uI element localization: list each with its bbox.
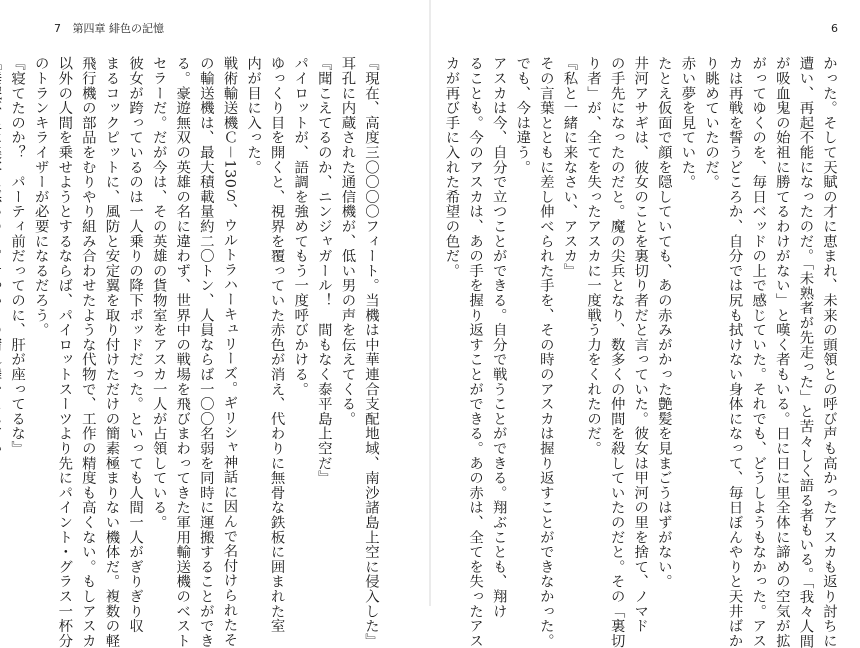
text-line: 飛行機の部品をむりやり組み合わせたような代物で、工作の精度も高くない。もしアスカ [79, 56, 96, 648]
right-page-body-text [443, 56, 840, 648]
page-number-right: 6 [831, 22, 838, 35]
right-page [430, 0, 860, 648]
text-line: 以外の人間を乗せようとするならば、パイロットスーツより先にパイント・グラス一杯分 [56, 56, 73, 648]
text-line: のトランキライザーが必要になるだろう。 [32, 56, 49, 338]
text-line: アスカは今、自分で立つことができる。自分で戦うことができる。翔ぶことも、翔け [490, 56, 507, 619]
text-line: 遭い、再起不能になったのだ。「未熟者が先走った」と苦々しく語る者もいる。「我々人間 [797, 56, 814, 648]
left-page-body-text [9, 56, 382, 648]
text-line: かった。そして天賦の才に恵まれ、未来の頭領との呼び声も高かったアスカも返り討ちに [821, 56, 837, 648]
text-line: り眺めていたのだ。 [703, 56, 720, 190]
text-line: ゆっくり目を開くと、視界を覆っていた赤色が消え、代わりに無骨な鉄板に囲まれた室 [268, 56, 285, 634]
text-line: 内が目に入った。 [245, 56, 262, 175]
text-line: の手先になったのだと。魔の尖兵となり、数多くの仲間を殺していたのだと。その「裏切 [608, 56, 625, 648]
text-line [0, 56, 5, 586]
text-line: 『聞こえてるのか、ニンジャガール！ 間もなく泰平島上空だ』 [315, 56, 332, 486]
chapter-title: 第四章 緋色の記憶 [72, 22, 164, 35]
text-line: まるコックピットに、風防と安定翼を取り付けただけの簡素極まりない機体だ。複数の軽 [103, 56, 120, 648]
text-line: 彼女が跨っているのは一人乗りの降下ポッドだった。といっても人間一人がぎりぎり収 [127, 56, 144, 634]
text-line: たとえ仮面で顔を隠していても、あの赤みがかった艶髪を見まごうはずがない。 [655, 56, 672, 589]
text-line: 耳孔に内蔵された通信機が、低い男の声を伝えてくる。 [339, 56, 356, 426]
text-line: 井河アサギは、彼女のことを裏切り者だと言っていた。彼女は甲河の里を捨て、ノマド [632, 56, 649, 634]
text-line: る。豪遊無双の英雄の名に違わず、世界中の戦場を飛びまわってきた軍用輸送機のベスト [174, 56, 191, 648]
running-header-right [831, 22, 838, 36]
running-header-left [54, 22, 164, 36]
text-line: の輸送機は、最大積載量約二〇トン、人員ならば一〇〇名弱を同時に運搬することができ [197, 56, 214, 648]
text-line: その言葉とともに差し伸べられた手を、その時のアスカは握り返すことができなかった。 [537, 56, 554, 648]
page-number-left: 7 [54, 22, 61, 35]
text-line: カは再戦を誓うどころか、自分では尻も拭けない身体になって、毎日ぼんやりと天井ばか [726, 56, 743, 648]
text-line: カが再び手に入れた希望の色だ。 [443, 56, 460, 278]
text-line: 『私と一緒に来なさい、アスカ』 [561, 56, 578, 278]
text-line: パイロットが、語調を強めてもう一度呼びかける。 [292, 56, 309, 397]
text-line: でも、今は違う。 [514, 56, 531, 175]
text-line: 『現在、高度三〇〇〇〇フィート。当機は中華連合支配地域、南沙諸島上空に侵入した』 [363, 56, 379, 648]
text-line: セラーだ。だが今は、その英雄の貨物室をアスカ一人が占領している。 [150, 56, 167, 530]
text-line: 『寝てたのか？ パーティ前だってのに、肝が座ってるな』 [9, 56, 26, 456]
text-line: がってゆくのを、毎日ベッドの上で感じていた。それでも、どうしようもなかった。アス [750, 56, 767, 648]
text-line: が吸血鬼の始祖に勝てるわけがない」と嘆く者もいる。日に日に里全体に諦めの空気が拡 [773, 56, 790, 648]
text-line: り者」が、全てを失ったアスカに一度戦う力をくれたのだ。 [585, 56, 602, 456]
text-line: 戦術輸送機Ｃ－130Ｓ、ウルトラハーキュリーズ。ギリシャ神話に因んで名付けられたそ [221, 56, 238, 648]
text-line: ることも。今のアスカは、あの手を握り返すことができる。あの赤は、全てを失ったアス [467, 56, 484, 648]
text-line: 赤い夢を見ていた。 [679, 56, 696, 190]
